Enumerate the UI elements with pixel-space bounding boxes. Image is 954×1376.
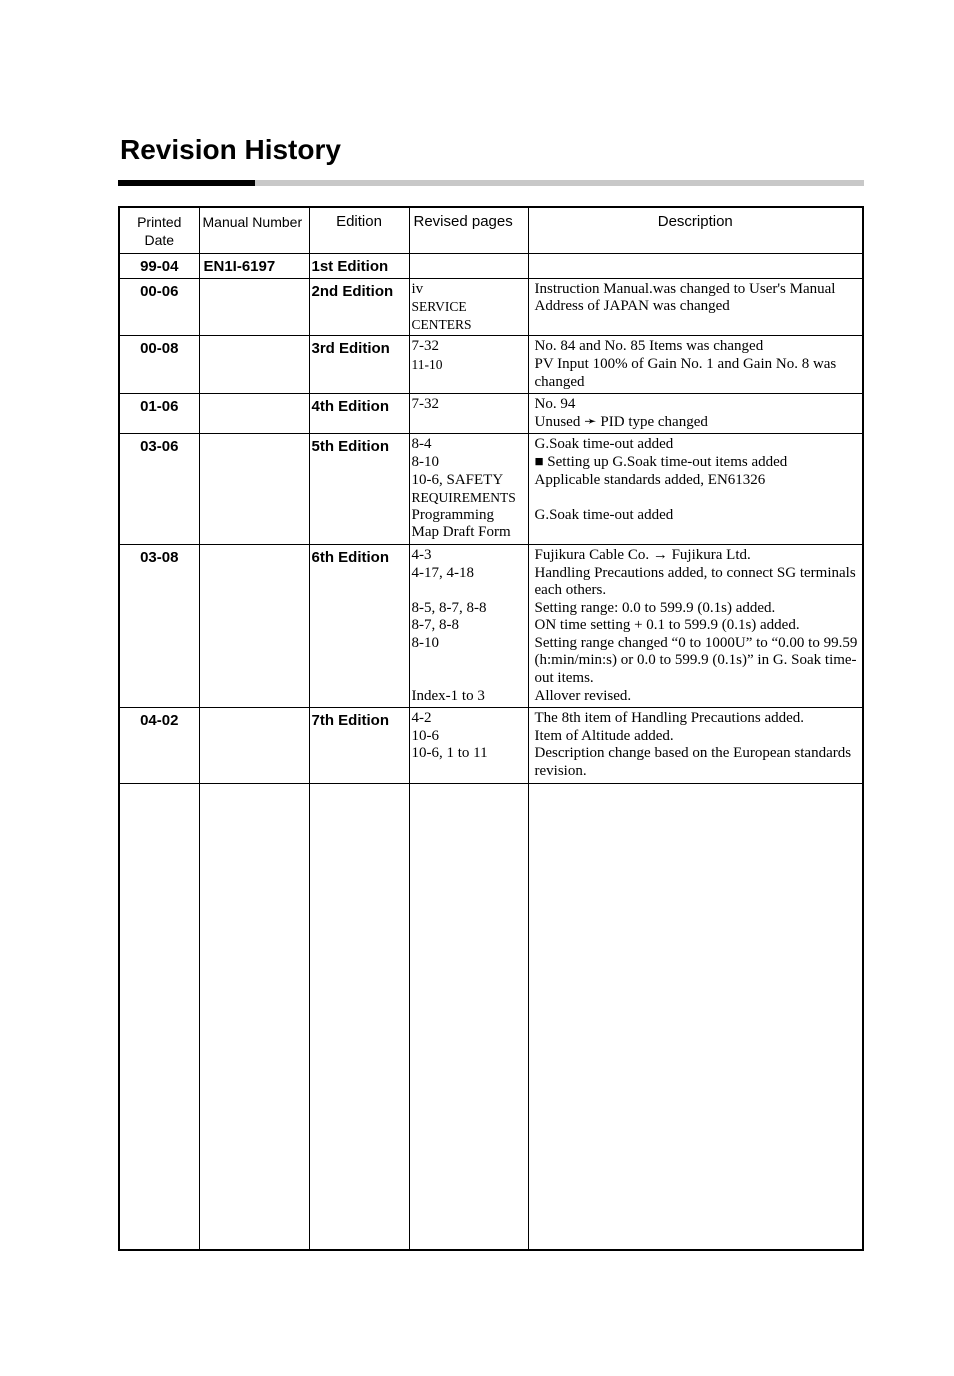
revised-page-line: 10-6 bbox=[411, 727, 439, 744]
edition-cell: 1st Edition bbox=[309, 254, 409, 279]
revised-page-line: 4-17, 4-18 bbox=[411, 564, 474, 581]
revised-page-line: 10-6, SAFETY bbox=[411, 471, 504, 488]
table-row bbox=[119, 434, 863, 545]
revised-page-line: 8-4 bbox=[411, 436, 432, 453]
revised-pages-cell bbox=[409, 394, 528, 434]
description-cell bbox=[528, 434, 863, 545]
printed-date-cell: 03-08 bbox=[119, 544, 199, 707]
description-line: Setting range changed “0 to 1000U” to “0.00 to 99.59 (h:min/min:s) or 0.0 to 599.9 (0.1s)” in G. Soak time-out items. bbox=[534, 634, 858, 687]
revised-pages-cell bbox=[409, 708, 528, 783]
revised-page-line: Map Draft Form bbox=[411, 524, 511, 541]
description-cell bbox=[528, 336, 863, 394]
printed-date-cell: 03-06 bbox=[119, 434, 199, 545]
description-line: No. 84 and No. 85 Items was changed bbox=[534, 338, 764, 355]
revised-page-line bbox=[412, 652, 526, 670]
table-row bbox=[119, 254, 863, 279]
header-manual-number: Manual Number bbox=[199, 207, 309, 254]
description-cell bbox=[528, 394, 863, 434]
header-edition: Edition bbox=[309, 207, 409, 254]
table-row bbox=[119, 278, 863, 336]
description-line: Unused ➛ PID type changed bbox=[534, 413, 708, 430]
revised-page-line: 4-2 bbox=[411, 710, 432, 727]
empty-cell bbox=[119, 783, 199, 1250]
title-rule-dark bbox=[118, 180, 255, 186]
empty-cell bbox=[528, 783, 863, 1250]
header-description: Description bbox=[528, 207, 863, 254]
description-line: No. 94 bbox=[534, 396, 576, 413]
printed-date-cell: 01-06 bbox=[119, 394, 199, 434]
revised-page-line bbox=[412, 670, 526, 688]
header-revised-pages: Revised pages bbox=[409, 207, 528, 254]
revised-page-line: Programming bbox=[411, 506, 494, 523]
revised-page-line: 8-7, 8-8 bbox=[411, 617, 459, 634]
description-line: Allover revised. bbox=[534, 687, 632, 704]
description-line: Item of Altitude added. bbox=[534, 727, 674, 744]
edition-cell: 2nd Edition bbox=[309, 278, 409, 336]
edition-cell: 5th Edition bbox=[309, 434, 409, 545]
manual-number-cell bbox=[199, 434, 309, 545]
revised-page-line: 11-10 bbox=[411, 356, 443, 372]
revised-pages-cell bbox=[409, 544, 528, 707]
description-line: Setting range: 0.0 to 599.9 (0.1s) added. bbox=[534, 599, 776, 616]
empty-table-row bbox=[119, 783, 863, 1250]
manual-number-cell bbox=[199, 544, 309, 707]
table-row bbox=[119, 394, 863, 434]
edition-cell: 4th Edition bbox=[309, 394, 409, 434]
description-line: G.Soak time-out added bbox=[534, 436, 674, 453]
revised-page-line: 4-3 bbox=[411, 546, 432, 563]
revised-page-line: 10-6, 1 to 11 bbox=[411, 745, 488, 762]
revised-page-line: iv bbox=[411, 280, 424, 297]
printed-date-cell: 00-06 bbox=[119, 278, 199, 336]
description-line bbox=[535, 489, 860, 507]
edition-cell: 3rd Edition bbox=[309, 336, 409, 394]
revised-page-line: 7-32 bbox=[411, 396, 439, 413]
table-row bbox=[119, 544, 863, 707]
revised-pages-cell bbox=[409, 434, 528, 545]
printed-date-cell: 00-08 bbox=[119, 336, 199, 394]
revision-history-table bbox=[118, 206, 864, 1251]
revised-page-line: 8-10 bbox=[411, 453, 439, 470]
revised-page-line: 8-10 bbox=[411, 634, 439, 651]
printed-date-cell: 04-02 bbox=[119, 708, 199, 783]
revised-page-line: 7-32 bbox=[411, 338, 439, 355]
manual-number-cell bbox=[199, 278, 309, 336]
title-rule-light bbox=[255, 180, 864, 186]
printed-date-cell: 99-04 bbox=[119, 254, 199, 279]
description-line: The 8th item of Handling Precautions added. bbox=[534, 710, 805, 727]
description-cell bbox=[528, 254, 863, 279]
description-cell bbox=[528, 278, 863, 336]
header-printed-date: Printed Date bbox=[119, 207, 199, 254]
description-line: Fujikura Cable Co. → Fujikura Ltd. bbox=[534, 546, 751, 563]
revised-pages-cell bbox=[409, 254, 528, 279]
description-line: PV Input 100% of Gain No. 1 and Gain No. 8 was changed bbox=[534, 355, 837, 390]
empty-cell bbox=[309, 783, 409, 1250]
description-line: Address of JAPAN was changed bbox=[534, 298, 730, 315]
empty-cell bbox=[409, 783, 528, 1250]
description-line: ■ Setting up G.Soak time-out items added bbox=[534, 453, 788, 470]
table-row bbox=[119, 336, 863, 394]
revised-page-line: SERVICE CENTERS bbox=[411, 299, 472, 332]
table-header-row bbox=[119, 207, 863, 254]
revised-pages-cell bbox=[409, 336, 528, 394]
description-cell bbox=[528, 708, 863, 783]
revised-page-line bbox=[412, 582, 526, 600]
description-line: Applicable standards added, EN61326 bbox=[534, 471, 766, 488]
manual-number-cell bbox=[199, 708, 309, 783]
revised-pages-cell bbox=[409, 278, 528, 336]
manual-number-cell: EN1I-6197 bbox=[199, 254, 309, 279]
description-line: Handling Precautions added, to connect SG terminals each others. bbox=[534, 564, 856, 599]
manual-number-cell bbox=[199, 336, 309, 394]
description-line: Instruction Manual.was changed to User's Manual bbox=[534, 280, 836, 297]
description-line: ON time setting + 0.1 to 599.9 (0.1s) added. bbox=[534, 617, 800, 634]
revised-page-line: Index-1 to 3 bbox=[411, 687, 485, 704]
description-cell bbox=[528, 544, 863, 707]
table-row bbox=[119, 708, 863, 783]
revised-page-line: 8-5, 8-7, 8-8 bbox=[411, 599, 487, 616]
description-line: Description change based on the European standards revision. bbox=[534, 745, 852, 780]
manual-number-cell bbox=[199, 394, 309, 434]
description-line: G.Soak time-out added bbox=[534, 506, 674, 523]
page-title: Revision History bbox=[120, 134, 341, 165]
edition-cell: 6th Edition bbox=[309, 544, 409, 707]
revised-page-line: REQUIREMENTS bbox=[411, 490, 516, 506]
edition-cell: 7th Edition bbox=[309, 708, 409, 783]
empty-cell bbox=[199, 783, 309, 1250]
table-body bbox=[119, 254, 863, 1250]
